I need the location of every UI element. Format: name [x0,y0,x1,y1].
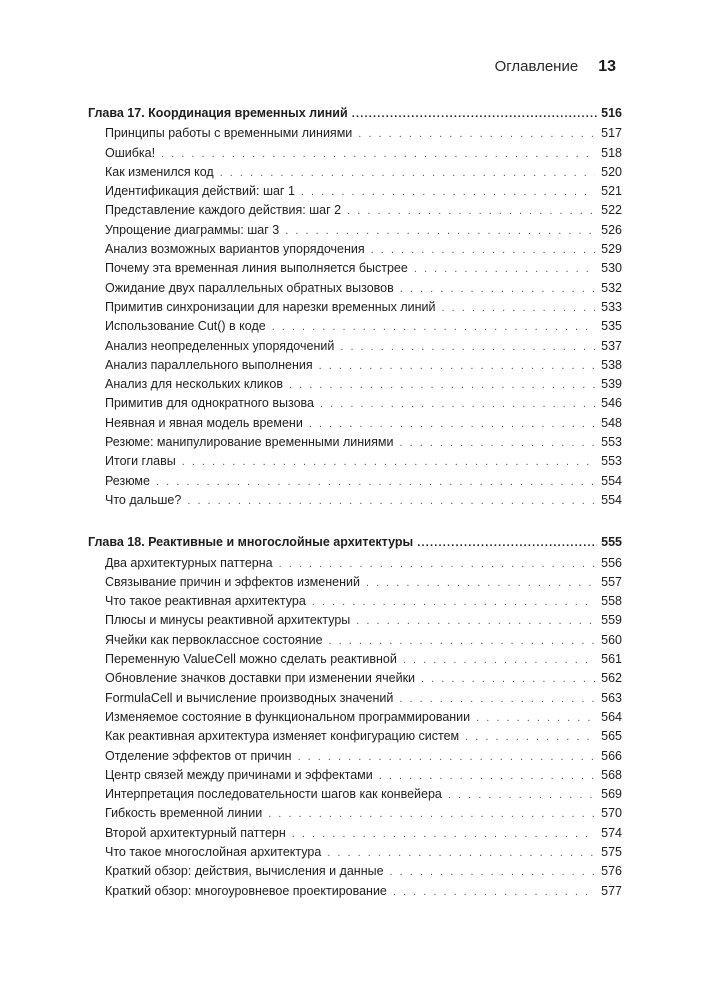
section-title: Анализ неопределенных упорядочений [105,338,335,353]
toc-section-entry[interactable] [88,749,622,768]
section-title: Итоги главы [105,454,176,469]
toc-section-entry[interactable] [88,864,622,883]
section-page-number: 553 [601,435,622,450]
running-head [495,58,616,76]
dot-leader [379,770,595,782]
section-page-number: 564 [601,709,622,724]
section-page-number: 561 [601,652,622,667]
toc-section-entry[interactable] [88,594,622,613]
dot-leader [356,615,595,627]
section-page-number: 518 [601,145,622,160]
dot-leader [292,828,595,840]
section-title: FormulaCell и вычисление производных значений [105,690,394,705]
dot-leader [417,537,597,549]
section-title: Два архитектурных паттерна [105,555,273,570]
toc-section-entry[interactable] [88,319,622,338]
dot-leader [400,283,595,295]
section-title: Что такое многослойная архитектура [105,844,322,859]
dot-leader [399,693,595,705]
section-title: Резюме [105,473,150,488]
section-page-number: 558 [601,594,622,609]
section-page-number: 568 [601,767,622,782]
section-page-number: 575 [601,844,622,859]
toc-section-entry[interactable] [88,556,622,575]
dot-leader [421,673,595,685]
dot-leader [268,808,595,820]
dot-leader [327,847,595,859]
toc-section-entry[interactable] [88,671,622,690]
dot-leader [309,418,595,430]
section-title: Отделение эффектов от причин [105,748,292,763]
section-title: Использование Cut() в коде [105,319,266,334]
dot-leader [329,635,596,647]
toc-section-entry[interactable] [88,652,622,671]
dot-leader [289,379,595,391]
section-title: Гибкость временной линии [105,806,263,821]
dot-leader [347,205,595,217]
section-title: Что такое реактивная архитектура [105,594,306,609]
dot-leader [448,789,595,801]
section-page-number: 539 [601,377,622,392]
toc-section-entry[interactable] [88,787,622,806]
toc-section-entry[interactable] [88,146,622,165]
toc-section-entry[interactable] [88,242,622,261]
section-page-number: 566 [601,748,622,763]
section-page-number: 576 [601,864,622,879]
section-title: Переменную ValueCell можно сделать реактивной [105,652,397,667]
section-title: Анализ параллельного выполнения [105,357,313,372]
toc-chapter-entry[interactable] [88,106,622,125]
toc-section-entry[interactable] [88,281,622,300]
section-title: Связывание причин и эффектов изменений [105,574,360,589]
section-title: Неявная и явная модель времени [105,415,303,430]
toc-section-entry[interactable] [88,377,622,396]
section-page-number: 548 [601,415,622,430]
section-page-number: 535 [601,319,622,334]
section-page-number: 517 [601,126,622,141]
section-title: Анализ для нескольких кликов [105,377,283,392]
dot-leader [182,456,595,468]
chapter-page-number: 516 [601,106,622,120]
section-title: Второй архитектурный паттерн [105,825,286,840]
dot-leader [476,712,595,724]
section-page-number: 559 [601,613,622,628]
section-page-number: 532 [601,280,622,295]
toc-section-entry[interactable] [88,729,622,748]
section-page-number: 570 [601,806,622,821]
section-title: Ошибка! [105,145,156,160]
section-page-number: 520 [601,164,622,179]
section-page-number: 569 [601,787,622,802]
dot-leader [312,596,595,608]
section-page-number: 577 [601,883,622,898]
toc-section-entry[interactable] [88,300,622,319]
section-page-number: 538 [601,357,622,372]
section-page-number: 556 [601,555,622,570]
toc-section-entry[interactable] [88,358,622,377]
toc-section-entry[interactable] [88,633,622,652]
section-page-number: 557 [601,574,622,589]
dot-leader [340,341,595,353]
toc-section-entry[interactable] [88,435,622,454]
toc-section-entry[interactable] [88,261,622,280]
section-title: Обновление значков доставки при изменении ячейки [105,671,416,686]
toc-section-entry[interactable] [88,396,622,415]
chapter-page-number: 555 [601,535,622,550]
dot-leader [393,886,595,898]
section-title: Упрощение диаграммы: шаг 3 [105,222,280,237]
section-title: Как изменился код [105,164,214,179]
dot-leader [156,476,595,488]
toc-section-entry[interactable] [88,165,622,184]
section-title: Ожидание двух параллельных обратных вызовов [105,280,394,295]
toc-section-entry[interactable] [88,710,622,729]
section-page-number: 526 [601,222,622,237]
toc-section-entry[interactable] [88,826,622,845]
section-title: Примитив для однократного вызова [105,396,314,411]
section-page-number: 546 [601,396,622,411]
section-title: Идентификация действий: шаг 1 [105,184,295,199]
toc-section-entry[interactable] [88,691,622,710]
toc-section-entry[interactable] [88,845,622,864]
dot-leader [187,495,595,507]
dot-leader [285,225,595,237]
toc-section-entry[interactable] [88,223,622,242]
dot-leader [220,167,595,179]
section-title: Плюсы и минусы реактивной архитектуры [105,613,351,628]
dot-leader [358,128,595,140]
chapter-title: Глава 17. Координация временных линий [88,106,348,120]
toc-section-entry[interactable] [88,126,622,145]
section-page-number: 574 [601,825,622,840]
section-page-number: 565 [601,729,622,744]
dot-leader [319,360,595,372]
section-title: Изменяемое состояние в функциональном программировании [105,709,471,724]
section-title: Как реактивная архитектура изменяет конфигурацию систем [105,729,460,744]
section-page-number: 537 [601,338,622,353]
section-page-number: 521 [601,184,622,199]
dot-leader [352,108,597,120]
toc-section-entry[interactable] [88,806,622,825]
section-title: Принципы работы с временными линиями [105,126,353,141]
section-page-number: 553 [601,454,622,469]
running-head-title: Оглавление [494,58,579,75]
section-page-number: 554 [601,473,622,488]
section-title: Интерпретация последовательности шагов как конвейера [105,787,442,802]
section-page-number: 554 [601,492,622,507]
toc-chapter [88,535,622,903]
section-page-number: 560 [601,632,622,647]
section-page-number: 562 [601,671,622,686]
dot-leader [298,751,596,763]
section-title: Что дальше? [105,492,182,507]
toc-section-entry[interactable] [88,184,622,203]
dot-leader [465,731,595,743]
dot-leader [371,244,596,256]
chapter-title: Глава 18. Реактивные и многослойные архитектуры [88,535,414,550]
dot-leader [301,186,595,198]
section-title: Примитив синхронизации для нарезки временных линий [105,299,436,314]
toc-section-entry[interactable] [88,493,622,512]
section-page-number: 533 [601,299,622,314]
toc-section-entry[interactable] [88,339,622,358]
section-page-number: 530 [601,261,622,276]
dot-leader [399,437,595,449]
page-number: 13 [598,58,616,75]
toc-chapter-entry[interactable] [88,535,622,554]
dot-leader [442,302,596,314]
section-title: Ячейки как первоклассное состояние [105,632,323,647]
toc-chapter [88,106,622,512]
dot-leader [366,577,595,589]
toc-section-entry[interactable] [88,416,622,435]
dot-leader [414,263,595,275]
section-title: Анализ возможных вариантов упорядочения [105,242,365,257]
dot-leader [390,866,596,878]
toc-section-entry[interactable] [88,884,622,903]
section-page-number: 563 [601,690,622,705]
section-title: Краткий обзор: действия, вычисления и данные [105,864,384,879]
dot-leader [272,321,595,333]
table-of-contents [88,106,622,926]
dot-leader [279,558,596,570]
section-title: Краткий обзор: многоуровневое проектирование [105,883,387,898]
toc-section-entry[interactable] [88,613,622,632]
section-page-number: 529 [601,242,622,257]
toc-section-entry[interactable] [88,474,622,493]
section-title: Представление каждого действия: шаг 2 [105,203,342,218]
dot-leader [320,398,595,410]
section-title: Центр связей между причинами и эффектами [105,767,373,782]
section-title: Резюме: манипулирование временными линиями [105,435,394,450]
section-page-number: 522 [601,203,622,218]
toc-section-entry[interactable] [88,203,622,222]
toc-section-entry[interactable] [88,454,622,473]
section-title: Почему эта временная линия выполняется быстрее [105,261,408,276]
dot-leader [403,654,595,666]
toc-section-entry[interactable] [88,768,622,787]
dot-leader [161,148,595,160]
toc-section-entry[interactable] [88,575,622,594]
